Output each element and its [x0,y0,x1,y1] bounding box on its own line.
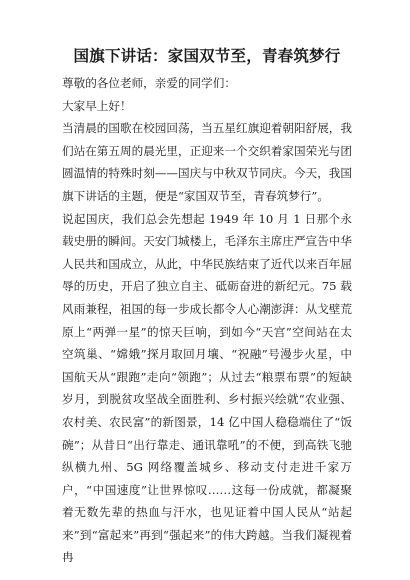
page-title: 国旗下讲话：家国双节至，青春筑梦行 [73,47,341,65]
body-paragraph-1: 当清晨的国歌在校园回荡，当五星红旗迎着朝阳舒展，我们站在第五周的晨光里，正迎来一个交织着家国荣光与团圆温情的特殊时刻——国庆与中秋双节同庆。今天，我国旗下讲话的主题，便是“家国双节至，青春筑梦行”。 [62,121,352,203]
body-paragraph-2: 说起国庆，我们总会先想起 1949 年 10 月 1 日那个永载史册的瞬间。天安门城楼上，毛泽东主席庄严宣告中华人民共和国成立，从此，中华民族结束了近代以来百年屈辱的历史，开启了独立自主、砥砺奋进的新纪元。75 载风雨兼程，祖国的每一步成长都令人心潮澎湃：从戈壁荒原上“两弹一星”的惊天巨响，到如今“天宫”空间站在太空筑巢、“嫦娥”探月取回月壤、“祝融”号漫步火星，中国航天从“跟跑”走向“领跑”；从过去“粮票布票”的短缺岁月，到脱贫攻坚战全面胜利、乡村振兴绘就“农业强、农村美、农民富”的新图景，14 亿中国人稳稳端住了“饭碗”；从昔日“出行靠走、通讯靠吼”的不便，到高铁飞驰纵横九州、5G 网络覆盖城乡、移动支付走进千家万户，“中国速度”让世界惊叹……这每一份成就，都凝聚着无数先辈的热血与汗水，也见证着中国人民从“站起来”到“富起来”再到“强起来”的伟大跨越。当我们凝视着冉 [62,211,352,565]
opening-line: 大家早上好！ [62,98,132,113]
greeting-line: 尊敬的各位老师，亲爱的同学们： [62,76,236,90]
